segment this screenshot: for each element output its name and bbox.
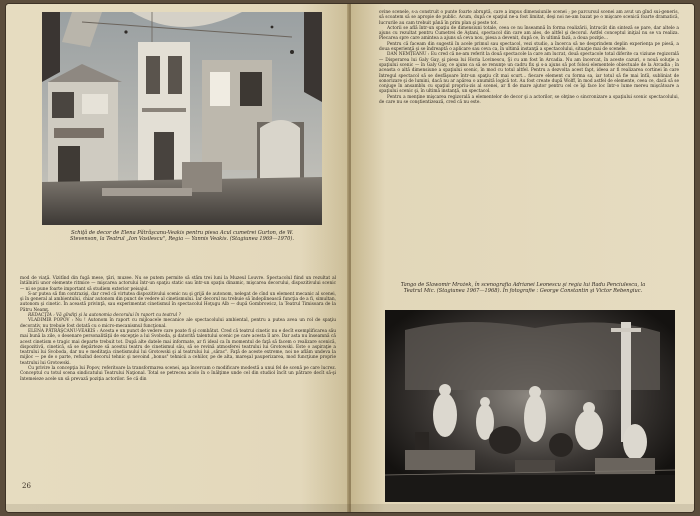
right-page-body-text: [379, 10, 679, 272]
paragraph: mod de viaţă. Vizitînd din fugă mese, ţări, muzee. Nu se putem permite să stăm trei luni la Muzeul Louvre. Spectacolul fiind un rezultat al întâlnirii unor elemente ritmice — mişcarea actorului într-un spaţiu static sau într-un spaţiu dinamic, mişcarea decorului, dispozitivului scenic — ni se pune foarte important să studiem exterior peisajul.: [20, 276, 336, 292]
page-number: 26: [22, 482, 31, 490]
theatre-performance-photo: [385, 310, 675, 502]
left-page-body-text: [20, 276, 336, 472]
paragraph: Pentru că faceam din sugestii în acele primul sau spectacol, vezi studio, a încerca să ne desprindem deplin experienţa pe piesă, a doua experienţă şi se îndreaptă o aplicare sau ceva ca, în ultimă instanţă a spectacolului, situaţie mai de scenele.: [379, 41, 679, 53]
paragraph: ovine scenele, s-a construit o punte foarte abruptă, care a impus dimensiunile scenei ; pe parcursul scenei am avut un gînd sui-generis, să scoatem să se apropie de public. Acum, după ce spaţiul ne-a fost limitat, deşi noi ne-am bazat pe o mişcare scenică foarte dramatică, lucrurile au cam trebuit până în prim plan şi peste tot.: [379, 10, 679, 26]
page-shadow: [6, 504, 694, 512]
paragraph: Actorii se află într-un spaţiu de dimensiuni totale, ceea ce nu înseamnă în forma realizării, întrucât din sinteză se pare, dar altele a ajuns cu rezultat pentru Cumetrei de Aştani, spectacol din care am ales, de altfel şi decorul. Astfel conceptul iniţial nu se va realiza. Plecarea spre care amintea a ajuns să ceva nou, piesa a devenit, după ce, în ultimă fază, a doua poziţie...: [379, 25, 679, 42]
paragraph: S-ar putea să fim contrazişi, dar cred că virtutea dispozitivului scenic nu şi grijă de autonom, nelegat de cînd un element mecanic al scenei, şi în general al ambientului, chiar autonom din punct de vedere al cinetismului. Iar decorul nu trebuie să îndeplinească funcţia de a fi, simultan, autonom şi cinetic. În această privinţă, sau experimentat cinetismul în spectacolul Hoţugu Alb — după Gombrowicz, la Teatrul Timisoara de la Pătru Neamţ.: [20, 291, 336, 313]
paragraph: VLADIMIR POPOV : Nu ! Autonom în raport cu mijloacele mecanice ale spectacolului ambiental, pentru a putea avea un rol de spaţiu decorativ, nu trebuie fost dotată cu o micro-mecanismul funcţional.: [20, 318, 336, 329]
paragraph: ELENA PĂTRĂŞCANU-VEAKIS : Acesta e un punct de vedere care poate fi şi combătut. Cred că teatrul cinetic nu e decît exemplificarea său mai bună la zile, o desenare personalităţii de excepţie a lui Svoboda, şi datorită talentului scenic pe care acesta îl are. Dar asta nu înseamnă că acest cinetism e tragic mai departe trebuit tot. După alte datele mai informate, ar fi ideal ca în momentul de faţă să facem o realizare scenică, dispozitivă, cinetică, să se depărteze să acestui teatru de cinetismul său, să se revină atmosferei teatrului lui Grotowski. Este o aspiraţie a teatrului lui Svoboda, dar nu e meditaţia cinetismului lui Grotowski şi al teatrului lui „sărac". Faţă de aceste extreme, noi ne aflăm undeva la mijloc — pe de o parte, refuzînd decorul tehnic şi nevoind „bonus" tehnicii a cehilor, pe de alta, mareşal pauperizarea, mod funcţiune proprie teatrului lui Grotowski.: [20, 328, 336, 366]
paragraph: DAN NEMȚEANU : Eu cred că ne-am referit la două spectacole la care am lucrat, două spectacole total diferite ca viziune regizorală — Disperarea lui Galy Gay, şi piesa lui Horia Lovinescu, Şi cu am fost în Arcadia. Nu am încercat, în aceste cazuri, o nouă soluţie a spaţiului scenic — în Galy Gay, ce ajuns ca să se renunţe un cadru fix şi s-a ajuns să pot folosi elementele obiectuale de la Arcadia ; în aceasta o altă dimensiune a spaţiului scenic, în mod cu totul altfel. Pentru a dezvolta acest fapt, ideea ar fi realizarea cortinei în care întregul spectacol să se desfăşoare într-un spaţiu cît mai scurt... fiecare element cu forma sa, iar totul să fie mai întîi, subliniat de sonorizare şi de lumini, dacă nu ar apărea o anumită logică tot. Au fost create după Wolff, în mod astfel de elemente, ceea ce, dacă să se conjuge în ansamblu cu spaţiul propriu-zis al scenei, ar fi de mare ajutor pentru cel ce îşi face loc într-o lume mereu mişcătoare a spaţiului scenic şi, în ultimă instanţă, un spectacol.: [379, 52, 679, 95]
stage-photo-caption: Tango de Slawomir Mrożek, în scenografia Adrianei Leonescu şi regia lui Radu Penciulescu, la Teatrul Mic. (Stagiunea 1967—1968). În fotografie : George Constantin şi Victor Rebengiuc.: [400, 282, 646, 295]
left-page: [6, 4, 349, 512]
stage-design-caption: Schiţă de decor de Elena Pătrăşcanu-Veakis pentru piesa Acul cumetrei Gurton, de W. Stevenson, la Teatrul „Ion Vasilescu", Regia — Yannis Veakis. (Stagiunea 1969—1970).: [69, 230, 295, 243]
magazine-spread: [6, 4, 694, 512]
interview-question: REDACŢIA : Vă gîndiţi şi la autonomia decorului în raport cu teatrul ?: [28, 313, 181, 319]
paragraph: Pentru a menţine mişcarea regizorală a elementelor de decor şi a actorilor, se obţine o sincronizare a spaţiului scenic spectacolului, de care nu se conştientizează, cred că nu este.: [379, 94, 679, 106]
stage-design-sketch-photo: [42, 12, 322, 225]
right-page: [351, 4, 694, 512]
paragraph: Cu privire la concepţia lui Popov, referitoare la transformarea scenei, aşa încercam o modificare modestă a unui fel de scenă pe care lucrez. Conceptul cu totul scena sindicatului Teatrului Naţional. Total se petrecea acolo în o înălţime unde cel din studiol încît un pătrare decît să-şi întemeieze acele un să prevază poziţia actorilor. Se că din: [20, 366, 336, 382]
